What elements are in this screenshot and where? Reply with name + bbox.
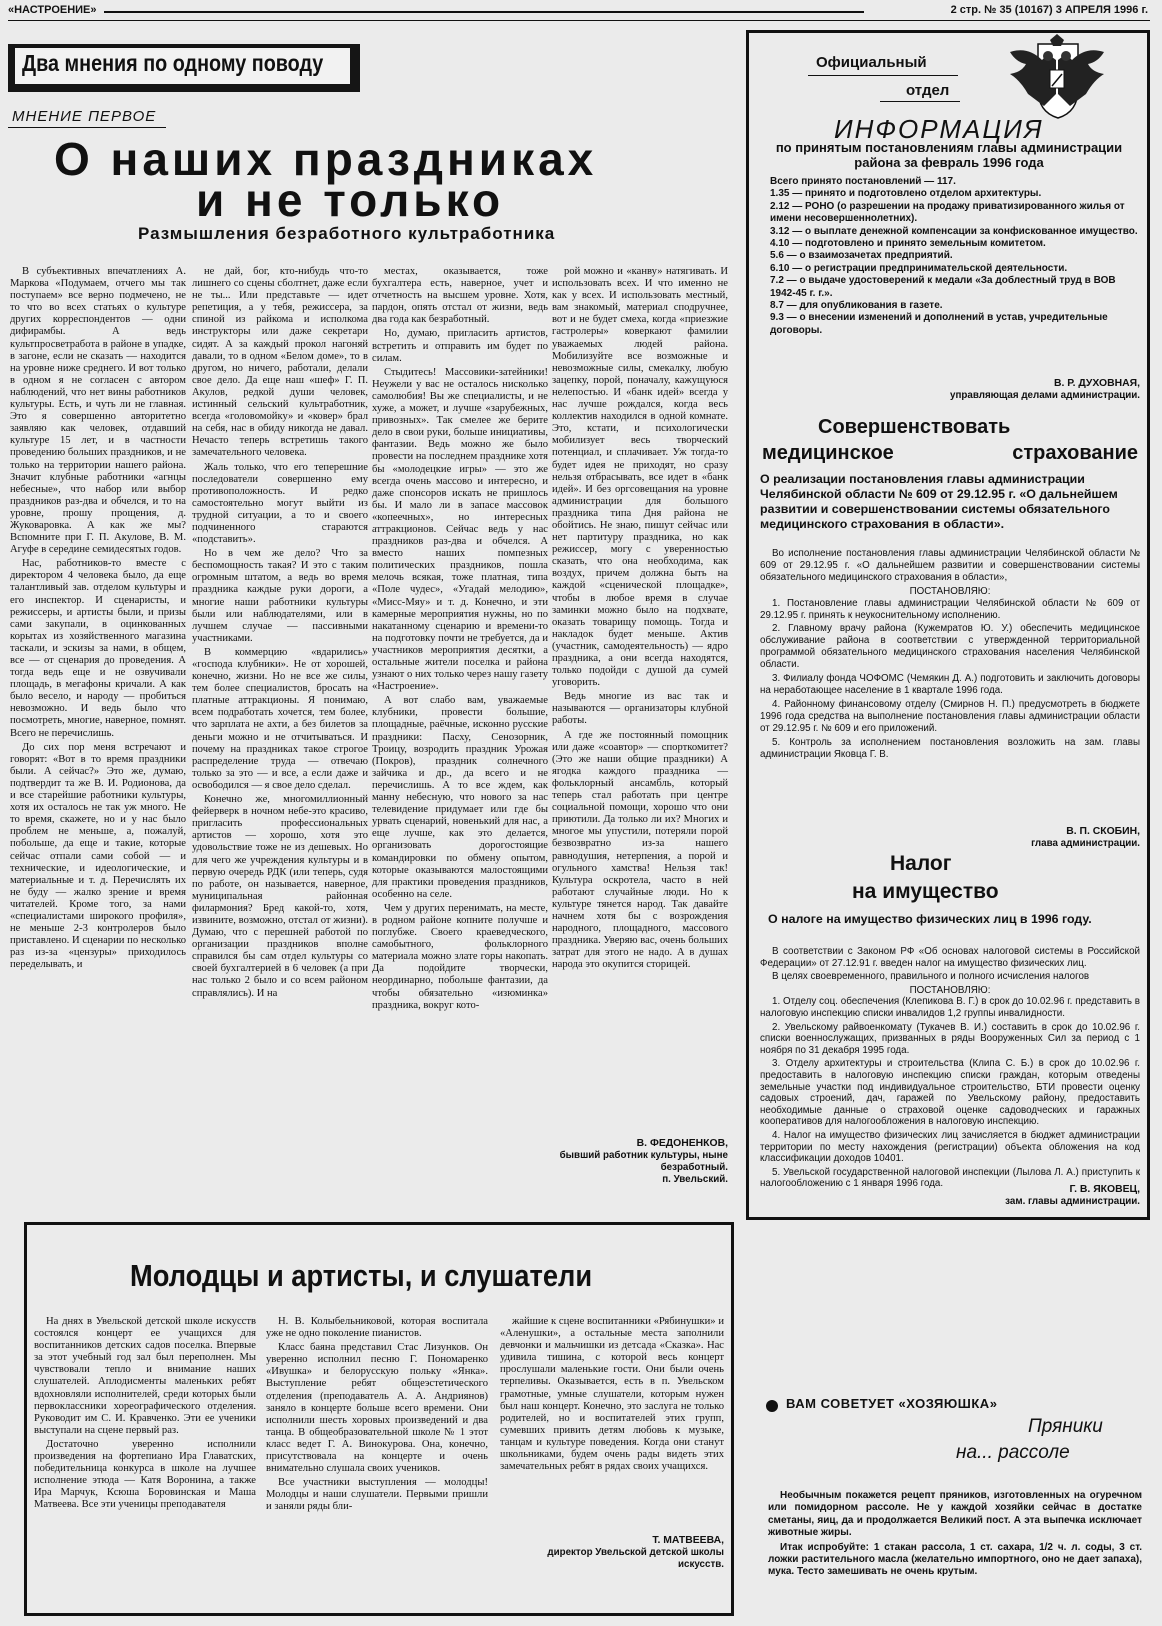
paragraph: рой можно и «канву» натягивать. И использовать всех. И что именно не как у всех. И использовать местный, вам знакомый, материал сподручнее, вот и не будет смеха, когда «приезжие гастролеры» коверкают фамилии уважаемых людей района. Мобилизуйте все возможные и невозможные силы, смекалку, любую зацепку, порой, поначалу, кажущуюся нелепостью. И «банк идей» всегда у нас лучше рождался, когда весь коллектив находился в одной комнате. Это, кстати, и психологически мобилизует весь творческий потенциал, и сплачивает. Уж тогда-то будет идея не приходят, но сразу нельзя отбрасывать, все идет в «банк идей». И без оргсовещания на уровне администрации для большого праздника типа Дня района не обойтись. Не знаю, пишут сейчас или нет партитуру праздника, но как режиссер, могу с уверенностью сказать, что она необходима, как воздух, причем должна быть на каждой «сценической площадке», чтобы в любое время в случае заминки можно было на подхвате, оказать товарищу помощь. Тогда и накладок будет меньше. Актив (участник, самодеятельность) — ядро праздника, а они всегда находятся, только подойди с душой да сумей уговорить. bbox=[552, 266, 728, 689]
info-item: 9.3 — о внесении изменений и дополнений в устав, учредительные договоры. bbox=[770, 312, 1108, 336]
info-item: 4.10 — подготовлено и принято земельным комитетом. bbox=[770, 238, 1046, 250]
tax-title-line1: Налог bbox=[890, 852, 952, 875]
tax-item: 3. Отделу архитектуры и строительства (Клипа С. Б.) в срок до 10.02.96 г. предоставить в налоговую инспекцию списки граждан, которым отведены земельные участки под индивидуальное строительство, БТИ провести оценку садовых строений, дач, гаражей по Увельскому району, предоставить необходимые данные о страховой оценке садоводческих и гаражных кооперативов для налогообложения в налоговую инспекцию. bbox=[760, 1058, 1140, 1128]
info-item: 8.7 — для опубликования в газете. bbox=[770, 300, 943, 312]
signature-name: В. ФЕДОНЕНКОВ, bbox=[636, 1138, 728, 1149]
info-item: 7.2 — о выдаче удостоверений к медали «За доблестный труд в ВОВ 1942-45 г. г.». bbox=[770, 275, 1116, 299]
med-decree: ПОСТАНОВЛЯЮ: bbox=[909, 585, 991, 597]
tax-item: 1. Отделу соц. обеспечения (Клепикова В. Г.) в срок до 10.02.96 г. представить в налоговую инспекцию списки инвалидов 1,2 группы инвалидности. bbox=[760, 996, 1140, 1019]
paragraph: До сих пор меня встречают и говорят: «Вот в то время праздники были. А сейчас?» Это же, думаю, подтвердит та же В. И. Родионова, да и все старейшие работники культуры, хотя их осталось не так уж много. Не то время, скажете, но и у нас было проблем не меньше, а, пожалуй, побольше, да еще и такие, которые сейчас отпали сами собой — и технические, и идеологические, и материальные и т. д. Перечислять их не буду — жалко зрение и время читателей. Кроме того, за нами «специалистами широкого профиля», не меньше 2-3 контролеров было приставлено. И сценарии по несколько раз из-за «цензуры» приходилось переделывать, и bbox=[10, 741, 186, 971]
signature-role: глава администрации. bbox=[1031, 838, 1140, 849]
paragraph: А вот слабо вам, уважаемые клубники, провести большие, площадные, раёчные, исконно русские праздники: Пасху, Сенозорник, Троицу, возродить праздник Урожая (Покров), праздник солнечного зайчика и др., да всего и не перечислишь. А то все ждем, как манну небесную, что нового за нас телевидение придумает или где бы урвать сценарий, новенький для нас, а еще лучше, как это делается, организовать дорогостоящие командировки по обмену опытом, которые оказываются малостоящими для практики проведения праздников, особенно на селе. bbox=[372, 695, 548, 900]
tax-signature bbox=[756, 1184, 1140, 1208]
paragraph: Но в чем же дело? Что за беспомощность такая? И это с таким огромным штатом, а ведь во время праздника каждые руки дороги, а многие наши работники культуры были или наблюдателями, или в лучшем случае — пассивными участниками. bbox=[192, 548, 368, 644]
med-item: 3. Филиалу фонда ЧОФОМС (Чемякин Д. А.) подготовить и заключить договоры на неработающее население в 1 квартале 1996 года. bbox=[760, 673, 1140, 696]
bullet-icon bbox=[766, 1400, 778, 1412]
header-rule-bottom bbox=[8, 20, 1150, 21]
paragraph: Стыдитесь! Массовики-затейники! Неужели у вас не осталось нисколько самолюбия! Вы же специалисты, и не хуже, а может, и лучше «зарубежных, привозных». Так смелее же берите дело в свои руки, больше инициативы, фантазии. Ведь можно же было провести на последнем празднике хотя бы «молодецкие игры» — это же всегда очень массово и интересно, и даже спонсоров искать не пришлось бы. И мало ли в запасе массовок «копеечных», но интересных аттракционов. Сейчас ведь у нас праздников раз-два и обчелся. А вместо наших помпезных политических праздников, пошла мелочь всякая, тоже платная, типа «Поле чудес», «Угадай мелодию», «Мисс-Мяу» и т. д. Конечно, и эти камерные мероприятия нужны, но по накатанному сценарию и времени-то на подготовку почти не требуется, да и участников мероприятия десятки, а остальные жители поселка и района узнают о них только через нашу газету «Настроение». bbox=[372, 366, 548, 693]
paragraph: Класс баяна представил Стас Лизунков. Он уверенно исполнил песню Г. Пономаренко «Ивушка» и белорусскую польку «Янка». Выступление ребят общеэстетического отделения (преподаватель А. А. Андриянов) заняло в концерте больше всего времени. Они исполнили шесть хоровых произведений и два танца. В общеобразовательной школе № 1 этот класс ведет Г. А. Винокурова. Она, конечно, присутствовала на концерте и очень внимательно слушала своих учеников. bbox=[266, 1342, 488, 1475]
tax-decree: ПОСТАНОВЛЯЮ: bbox=[909, 984, 991, 996]
recipe-title-line2: на... рассоле bbox=[956, 1442, 1070, 1463]
paragraph: Чем у других перенимать, на месте, в родном районе копните получше и поглубже. Своего краеведческого, самобытного, фольклорного материала можно злате горы накопать. Да подойдите творчески, неординарно, побольше фантазии, да чтобы обязательно «изюминка» праздника, вокруг кото- bbox=[372, 902, 548, 1011]
issue-info: 2 стр. № 35 (10167) 3 АПРЕЛЯ 1996 г. bbox=[950, 4, 1148, 16]
info-title: ИНФОРМАЦИЯ bbox=[834, 114, 1044, 144]
med-title-line1: Совершенствовать bbox=[818, 416, 1011, 438]
bottom-column-2 bbox=[266, 1316, 488, 1610]
signature-role: директор Увельской детской школы искусств. bbox=[547, 1547, 724, 1570]
opinion-label: МНЕНИЕ ПЕРВОЕ bbox=[12, 108, 157, 125]
official-header-line1: Официальный bbox=[816, 54, 927, 71]
tax-title-line2: на имущество bbox=[852, 880, 999, 903]
tax-item: 4. Налог на имущество физических лиц зачисляется в бюджет администрации территории по месту нахождения (регистрации) объекта обложения на код классификации доходов 10401. bbox=[760, 1129, 1140, 1165]
bottom-article-title: Молодцы и артисты, и слушатели bbox=[130, 1258, 593, 1293]
rubric-title: Два мнения по одному поводу bbox=[22, 50, 324, 76]
header-rule-left bbox=[104, 11, 864, 13]
info-item: 3.12 — о выплате денежной компенсации за конфискованное имущество. bbox=[770, 225, 1138, 237]
med-item: 5. Контроль за исполнением постановления возложить на зам. главы администрации Яковца Г. В. bbox=[760, 736, 1140, 760]
info-item: Всего принято постановлений — 117. bbox=[770, 176, 956, 187]
paragraph: В коммерцию «вдарились» «господа клубники». Не от хорошей, конечно, жизни. Но не все же силы, тем более специалистов, бросать на платные аттракционы. Я понимаю, всем подработать хочется, тем более, что зарплата не ахти, а без билетов за деньги можно и не отчитываться. И почему на праздниках такое строгое распределение труда — отвечаю только за это — и все, а если даже и освободился — я свое дело сделал. bbox=[192, 646, 368, 791]
paragraph: В соответствии с Законом РФ «Об основах налоговой системы в Российской Федерации» от 27.12.91 г. введен налог на имущество физических лиц. bbox=[760, 946, 1140, 969]
paragraph: Ведь многие из вас так и называются — организаторы клубной работы. bbox=[552, 691, 728, 727]
info-signature bbox=[756, 378, 1140, 402]
article-column-4 bbox=[552, 266, 728, 1134]
paragraph: Все участники выступления — молодцы! Молодцы и наши слушатели. Первыми пришли и заняли ряды бли- bbox=[266, 1477, 488, 1513]
info-subtitle: по принятым постановлениям главы администрации района за февраль 1996 года bbox=[775, 140, 1123, 170]
tax-item: 2. Увельскому райвоенкомату (Тукачев В. И.) составить в срок до 10.02.96 г. списки военнослужащих, призванных в ряды Вооруженных Сил за период с 1 ноября по 31 декабря 1995 года. bbox=[760, 1021, 1140, 1056]
newspaper-name: «НАСТРОЕНИЕ» bbox=[8, 4, 97, 16]
article-title-line2: и не только bbox=[196, 174, 505, 226]
med-item: 2. Главному врачу района (Кужемратов Ю. У.) обеспечить медицинское обслуживание района в соответствии с утвержденной территориальной программой обязательного медицинского страхования населения Челябинской области. bbox=[760, 623, 1140, 671]
info-item: 2.12 — РОНО (о разрешении на продажу приватизированного жилья от имени несовершеннолетних). bbox=[770, 200, 1125, 225]
official-header-rule2 bbox=[880, 101, 960, 102]
paragraph: На днях в Увельской детской школе искусств состоялся концерт ее учащихся для воспитанников детских садов поселка. Впервые за этот учебный год зал был переполнен. Мы чувствовали тепло и внимание наших слушателей. Аплодисменты маленьких ребят вдохновляли исполнителей, среди которых были первоклассники хореографического отделения. Руководит им С. И. Кравченко. Эти ее ученики выступали на сцене первый раз. bbox=[34, 1316, 256, 1436]
med-item: 1. Постановление главы администрации Челябинской области № 609 от 29.12.95 г. принять к неукоснительному исполнению. bbox=[760, 597, 1140, 621]
article-subtitle: Размышления безработного культработника bbox=[138, 224, 556, 243]
paragraph: А где же постоянный помощник или даже «соавтор» — спорткомитет? (Это же наши общие праздники) А ягодка каждого праздника — фольклорный ансамбль, который теперь стал работать при центре социальной помощи, хорошо что они приютили. Да только ли их? Многих и многое мы упустили, потеряли порой безвозвратно из-за нашего равнодушия, нетерпения, а порой и огульного хамства! Нельзя так! Культура оскротела, часто в ней работают случайные люди. Но к культуре тянется народ. Так давайте начнем хотя бы с возрождения народного, площадного, массового праздника. Уверяю вас, очень больших затрат для этого не надо. А в душах народа это окупится сторицей. bbox=[552, 729, 728, 971]
bottom-column-1 bbox=[34, 1316, 256, 1610]
article-column-3 bbox=[372, 266, 548, 1210]
opinion-underline bbox=[8, 127, 166, 128]
med-subtitle: О реализации постановления главы администрации Челябинской области № 609 от 29.12.95 г. «О дальнейшем развитии и совершенствовании системы обязательного медицинского страхования в области». bbox=[760, 472, 1118, 531]
paragraph: Конечно же, многомиллионный фейерверк в ночном небе-это красиво, пригласить профессиональных артистов — хорошо, хотя это удовольствие тоже не из дешевых. Но для чего же учреждения культуры и в первую очередь РДК (или теперь, судя по работе, он называется, наверное, муниципальная районная филармония? Бред какой-то, хотя, извините, возможно, отстал от жизни). Думаю, что с перешней работой по организации праздников вполне справился бы сам отдел культуры со своей бухгалтерией в 6 человек (а при нас только 2 было и со всем районом справлялись). И на bbox=[192, 794, 368, 999]
paragraph: Нас, работников-то вместе с директором 4 человека было, да еще талантливый зав. отделом культуры и его инспектор. И сценаристы, и режиссеры, и артисты были, и призы сами закупали, в оцинкованных корытах из хозяйственного магазина таскали, и эскизы за нами, в общем, все — от сценария до проведения. А тогда ведь еще и не озвучивали площадь, в мегафоны кричали. А как было весело, и народу — пробиться невозможно. И ведь было что посмотреть, многие, наверное, помнят. Всего не перечислишь. bbox=[10, 558, 186, 739]
med-item: 4. Районному финансовому отделу (Смирнов Н. П.) предусмотреть в бюджете 1996 года средства на выполнение постановления главы администрации области от 29.12.95 г. № 609 и его приложений. bbox=[760, 698, 1140, 734]
paragraph: В субъективных впечатлениях А. Маркова «Подумаем, отчего мы так поступаем» все верно подмечено, не то что во всех статьях о культуре других корреспондентов — одни дифирамбы. А ведь культпросветработа в районе в упадке, в загоне, если не сказать — находится на уровне ниже среднего. И вот только в одном я не согласен с автором наблюдений, что нет вины работников культуры. Есть, и чуть ли не главная. Это я совершенно авторитетно заявляю как человек, отдавший культуре 15 лет, и в частности проведению больших праздников, и не только на территории нашего района. Значит клубные работники «агнцы небесные», что набор или выбор праздников раз-два и обчелся, и то на уровне, прошу прощения, д. Жуковаровка. А как же мы? Вспомните при Г. П. Акулове, В. М. Агуфе в середине семидесятых годов. bbox=[10, 266, 186, 556]
paragraph: Н. В. Колыбельниковой, которая воспитала уже не одно поколение пианистов. bbox=[266, 1316, 488, 1340]
paragraph: Итак испробуйте: 1 стакан рассола, 1 ст. сахара, 1/2 ч. л. соды, 3 ст. ложки растительного масла (желательно импортного, оно не дает запаха), мука. Тесто замешивать не очень крутым. bbox=[768, 1541, 1142, 1578]
paragraph: Во исполнение постановления главы администрации Челябинской области № 609 от 29.12.95 г. «О дальнейшем развитии и совершенствовании системы обязательного медицинского страхования в области», bbox=[760, 548, 1140, 583]
recipe-body bbox=[768, 1490, 1142, 1616]
paragraph: В целях своевременного, правильного и полного исчисления налогов bbox=[772, 971, 1090, 983]
paragraph: Жаль только, что его теперешние последователи совершенно ему противоположность. И редко самостоятельно могут выйти из трудной ситуации, а то и своего подчиненного стараются «подставить». bbox=[192, 461, 368, 546]
info-item: 1.35 — принято и подготовлено отделом архитектуры. bbox=[770, 188, 1042, 200]
article-column-1 bbox=[10, 266, 186, 1210]
bottom-column-3 bbox=[500, 1316, 724, 1532]
info-item: 6.10 — о регистрации предпринимательской деятельности. bbox=[770, 262, 1068, 274]
article-signature bbox=[552, 1138, 728, 1186]
med-body bbox=[760, 548, 1140, 826]
article-title-line1: О наших праздниках bbox=[54, 133, 598, 185]
official-header-rule1 bbox=[808, 75, 958, 76]
tax-subtitle: О налоге на имущество физических лиц в 1996 году. bbox=[768, 912, 1092, 926]
signature-role: зам. главы администрации. bbox=[1005, 1196, 1140, 1207]
signature-name: Т. МАТВЕЕВА, bbox=[652, 1535, 724, 1546]
double-headed-eagle-emblem-icon bbox=[998, 34, 1116, 120]
signature-name: В. П. СКОБИН, bbox=[1066, 826, 1140, 837]
bottom-signature bbox=[500, 1535, 724, 1571]
paragraph: жайшие к сцене воспитанники «Рябинушки» и «Аленушки», а остальные места заполнили девчонки и мальчишки из детсада «Сказка». Нас удивила тишина, с которой весь концерт прослушали маленькие гости. Они были очень терпеливы. Оказывается, есть в п. Увельском грамотные, умные слушатели, которым нужен был наш концерт. Конечно, это заслуга не только родителей, но и воспитателей этих групп, сумевших привить детям любовь к музыке, танцам и культуре поведения. Когда они станут школьниками, будем очень рады видеть этих замечательных ребят в рядах своих учащихся. bbox=[500, 1316, 724, 1473]
paragraph: местах, оказывается, тоже бухгалтера есть, наверное, учет и отчетность на высшем уровне. Хотя, пардон, опять отстал от жизни, ведь два года как безработный. bbox=[372, 266, 548, 326]
signature-role: бывший работник культуры, ныне безработный. bbox=[559, 1150, 728, 1173]
signature-role: управляющая делами администрации. bbox=[950, 390, 1140, 401]
tax-item: 5. Увельской государственной налоговой инспекции (Лылова Л. А.) приступить к налогообложению с 1 января 1996 года. bbox=[760, 1166, 1140, 1190]
med-title-line2: медицинское страхование bbox=[762, 442, 1138, 464]
recipe-title-line1: Пряники bbox=[1028, 1416, 1103, 1437]
signature-place: п. Увельский. bbox=[662, 1174, 728, 1185]
info-item: 5.6 — о взаимозачетах предприятий. bbox=[770, 250, 953, 262]
paragraph: Достаточно уверенно исполнили произведения на фортепиано Ира Главатских, победительница конкурса в школе на лучшее исполнение этюда — Катя Воронина, а также Ира Марчук, Ксюша Боровинская и Маша Матвеева. Все эти ученицы преподавателя bbox=[34, 1438, 256, 1511]
info-list bbox=[758, 176, 1140, 337]
med-signature bbox=[756, 826, 1140, 850]
official-header-line2: отдел bbox=[906, 82, 950, 99]
article-column-2 bbox=[192, 266, 368, 1210]
paragraph: не дай, бог, кто-нибудь что-то лишнего со сцены сболтнет, даже если не ты... Или представьте — идет репетиция, а у тебя, режиссера, за спиной из райкома и исполкома инструкторы или даже секретари сидят. А за каждый прокол нагоняй давали, то в одном «Белом доме», то в другом, но ничего, работали, делали свое дело. Да еще наш «шеф» Г. П. Акулов, редкой души человек, истинный сельский культработник, всегда «головомойку» и «ковер» брал на себя, нас в обиду никогда не давал. Нечасто теперь встретишь такого замечательного человека. bbox=[192, 266, 368, 459]
signature-name: Г. В. ЯКОВЕЦ, bbox=[1069, 1184, 1140, 1195]
paragraph: Необычным покажется рецепт пряников, изготовленных на огуречном или помидорном рассоле. Не у каждой хозяйки сейчас в достатке сметаны, яиц, да и продолжается Великий пост. А эта выпечка исключает животные жиры. bbox=[768, 1490, 1142, 1539]
signature-name: В. Р. ДУХОВНАЯ, bbox=[1053, 378, 1140, 389]
recipe-rubric: ВАМ СОВЕТУЕТ «ХОЗЯЮШКА» bbox=[786, 1396, 998, 1411]
paragraph: Но, думаю, пригласить артистов, встретить и отправить им будет по силам. bbox=[372, 328, 548, 364]
